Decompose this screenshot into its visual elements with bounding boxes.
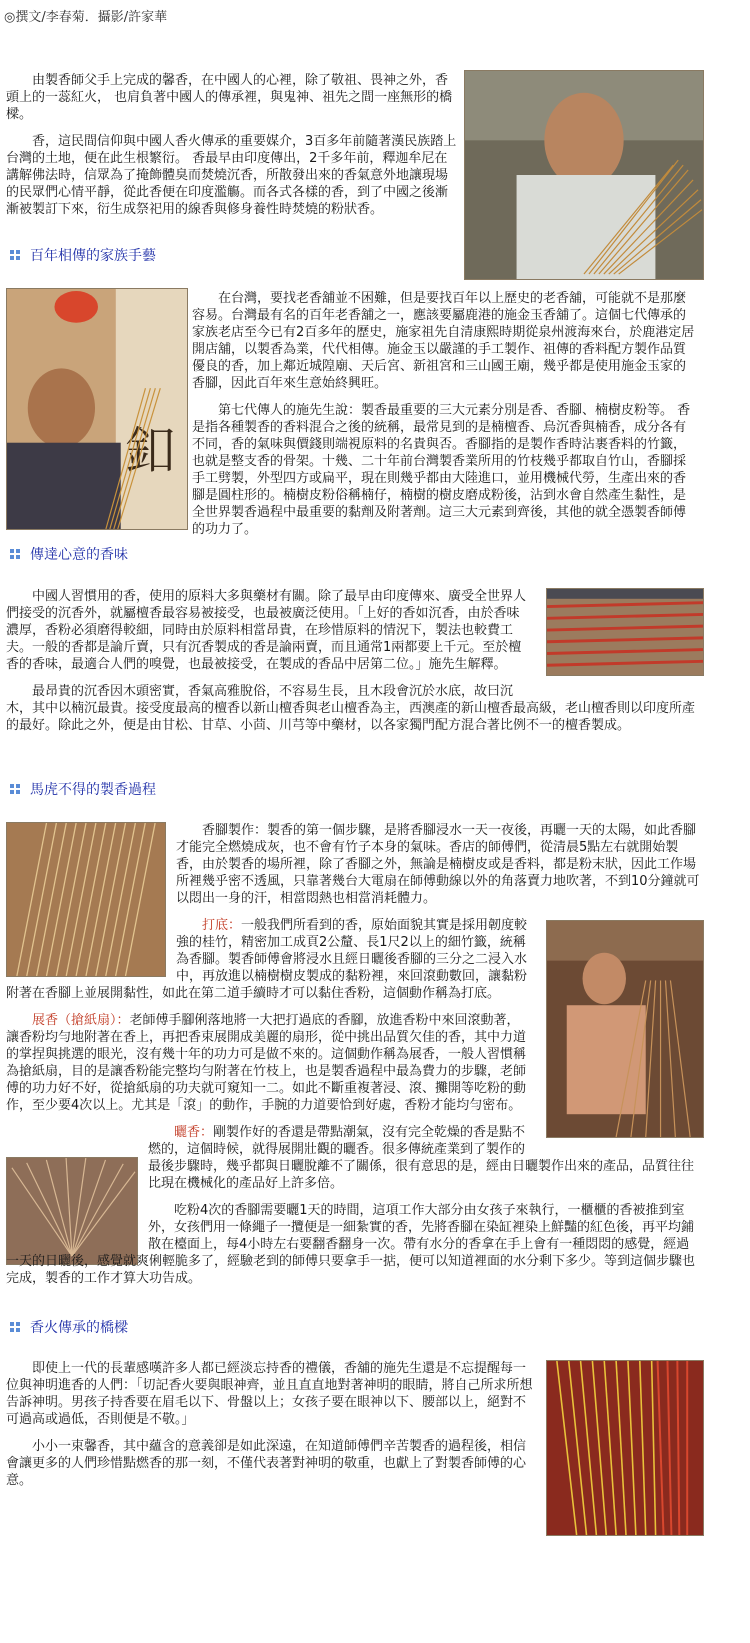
svg-text:釦: 釦 bbox=[125, 421, 176, 480]
process-paragraph-1: 香腳製作：製香的第一個步驟，是將香腳浸水一天一夜後，再曬一天的太陽，如此香腳才能完全燃燒成灰，也不會有竹子本身的氣味。香店的師傅們，從清晨5點左右就開始製香，由於製香的場所裡，除了香腳之外，無論是楠樹皮或是香料，都是粉末狀，因此工作場所裡幾乎密不透風，只靠著幾台大電扇在師傅動線以外的角落賣力地吹著，不到10分鐘就可以悶出一身的汗，相當悶熱也相當消耗體力。 bbox=[176, 823, 700, 906]
step-label-drying: 曬香： bbox=[174, 1125, 214, 1140]
four-dot-bullet-icon bbox=[10, 549, 22, 561]
family-paragraph-2: 第七代傳人的施先生說：製香最重要的三大元素分別是香、香腳、楠樹皮粉等。 香是指各種製香的香料混合之後的統稱，最常見到的是楠檀香、烏沉香與楠香，成分各有不同，香的氣味與價錢則端視原料的名貴與否。香腳指的是製作香時沾裹香料的竹籤，也就是整支香的骨架。十幾、二十年前台灣製香業所用的竹枝幾乎都取自竹山，香腳採手工劈製，外型四方或扁平，現在則幾乎都由大陸進口，並用機械代勞，生產出來的香腳是圓柱形的。楠樹皮粉俗稱楠仔，楠樹的樹皮磨成粉後，沾到水會自然產生黏性，是全世界製香過程中最重要的黏劑及附著劑。這三大元素到齊後，其他的就全憑製香師傅的功力了。 bbox=[192, 403, 691, 537]
process-paragraph-5: 吃粉4次的香腳需要曬1天的時間，這項工作大部分由女孩子來執行，一櫃櫃的香被推到室外，女孩們用一條繩子一攬便是一細紮實的香，先將香腳在染缸裡染上鮮豔的紅色後，再平均鋪散在檯面上，每4小時左右要翻香翻身一次。帶有水分的香拿在手上會有一種悶悶的感覺，經過一天的日曬後，感覺就爽俐輕脆多了，經驗老到的師傅只要拿手一掂，便可以知道裡面的水分剩下多少。等到這個步驟也完成，製香的工作才算大功告成。 bbox=[6, 1203, 696, 1286]
photo-seventh-generation-owner bbox=[6, 288, 188, 530]
heading-label: 馬虎不得的製香過程 bbox=[30, 782, 156, 798]
intro-text bbox=[6, 72, 458, 228]
heading-label: 香火傳承的橋樑 bbox=[30, 1320, 128, 1336]
article-credit: ◎撰文/李春菊．攝影/許家華 bbox=[4, 10, 168, 25]
family-paragraph-1: 在台灣，要找老香舖並不困難，但是要找百年以上歷史的老香舖，可能就不是那麼容易。台灣最有名的百年老香舖之一，應該要屬鹿港的施金玉香舖了。這個七代傳承的家族老店至今已有2百多年的歷史，施家祖先自清康熙時期從泉州渡海來台，於鹿港定居開店舖，以製香為業，代代相傳。施金玉以嚴謹的手工製作、祖傳的香料配方製作品質優良的香，加上鄰近城隍廟、天后宮、新祖宮和三山國王廟，幾乎都是使用施金玉家的香腳，因此百年來生意始終興旺。 bbox=[192, 291, 695, 391]
aroma-text bbox=[6, 588, 700, 744]
process-paragraph-4: 曬香：剛製作好的香還是帶點潮氣，沒有完全乾燥的香是點不燃的，這個時候，就得展開壯觀的曬香。很多傳統產業到了製作的最後步驟時，幾乎都與日曬脫離不了關係，很有意思的是，經由日曬製作出來的產品，品質往往比現在機械化的產品好上許多倍。 bbox=[148, 1125, 695, 1191]
intro-paragraph-2: 香，這民間信仰與中國人香火傳承的重要媒介，3百多年前隨著漢民族踏上台灣的土地，便在此生根繁衍。 香最早由印度傳出，2千多年前，釋迦牟尼在講解佛法時，信眾為了掩飾體臭而焚燒沉香，所散發出來的香氣意外地讓現場的民眾們心情平靜，從此香便在印度濫觴。而各式各樣的香，到了中國之後漸漸被製訂下來，衍生成祭祀用的線香與修身養性時焚燒的粉狀香。 bbox=[6, 134, 457, 217]
heading-aroma bbox=[10, 547, 128, 564]
heading-family-craft bbox=[10, 248, 156, 265]
heading-label: 傳達心意的香味 bbox=[30, 547, 128, 563]
photo-colored-incense-bundle bbox=[546, 1360, 704, 1536]
process-paragraph-3: 展香（搶紙扇）：老師傅手腳俐落地將一大把打過底的香腳，放進香粉中來回滾動著，讓香粉均勻地附著在香上，再把香束展開成美麗的扇形，從中挑出品質欠佳的香，其中力道的掌捏與挑選的眼光，沒有幾十年的功力可是做不來的。這個動作稱為展香，一般人習慣稱為搶紙扇，目的是讓香粉能完整均勻附著在竹枝上，也是製香過程中最為費力的步驟，老師傅的功力好不好，從搶紙扇的功夫就可窺知一二。如此不斷重複著浸、滾、攤開等吃粉的動作，至少要4次以上。尤其是「滾」的動作，手腕的力道要恰到好處，香粉才能均勻密布。 bbox=[6, 1013, 527, 1113]
aroma-paragraph-2: 最昂貴的沉香因木頭密實，香氣高雅脫俗，不容易生長，且木段會沉於水底，故曰沉木，其中以楠沉最貴。接受度最高的檀香以新山檀香與老山檀香為主，西澳產的新山檀香最高級，老山檀香則以印度所產的最好。除此之外，便是由甘松、甘草、小茴、川芎等中藥材，以各家獨門配方混合著比例不一的檀香製成。 bbox=[6, 684, 696, 733]
bridge-paragraph-1: 即使上一代的長輩感嘆許多人都已經淡忘持香的禮儀，香舖的施先生還是不忘提醒每一位與神明進香的人們：「切記香火要與眼神齊，並且直直地對著神明的眼睛，將自己所求所想告訴神明。男孩子持香要在眉毛以下、骨盤以上；女孩子要在眼神以下、腰部以上，絕對不可過高或過低，否則便是不敬。」 bbox=[6, 1361, 533, 1427]
heading-bridge bbox=[10, 1320, 128, 1337]
step-label-fanning: 展香（搶紙扇）： bbox=[32, 1013, 130, 1028]
four-dot-bullet-icon bbox=[10, 250, 22, 262]
aroma-paragraph-1: 中國人習慣用的香，使用的原料大多與藥材有關。除了最早由印度傳來、廣受全世界人們接受的沉香外，就屬檀香最容易被接受，也最被廣泛使用。「上好的香如沉香，由於香味濃厚，香粉必須磨得較細，同時由於原料相當昂貴，在珍惜原料的情況下，製法也較費工夫。一般的香都是論斤賣，只有沉香製成的香是論兩賣，而且通常1兩都要上千元。至於檀香的香味，最適合人們的嗅覺，也最被接受，在製成的香品中居第二位。」施先生解釋。 bbox=[6, 589, 527, 672]
photo-master-holding-incense bbox=[464, 70, 704, 280]
step-label-base-coating: 打底： bbox=[202, 918, 242, 933]
family-text bbox=[192, 290, 698, 548]
bridge-paragraph-2: 小小一束馨香，其中蘊含的意義卻是如此深遠，在知道師傅們辛苦製香的過程後，相信會讓更多的人們珍惜點燃香的那一刻，不僅代表著對神明的敬重，也獻上了對製香師傅的心意。 bbox=[6, 1439, 527, 1488]
four-dot-bullet-icon bbox=[10, 1322, 22, 1334]
process-paragraph-2: 打底：一般我們所看到的香，原始面貌其實是採用韌度較強的桂竹，精密加工成頁2公釐、長1尺2以上的細竹籤，統稱為香腳。製香師傅會將浸水且經日曬後香腳的三分之二浸入水中，再放進以楠樹樹皮製成的黏粉裡，來回滾動數回，讓黏粉附著在香腳上並展開黏性，如此在第二道手續時才可以黏住香粉，這個動作稱為打底。 bbox=[6, 918, 528, 1001]
bridge-text bbox=[6, 1360, 536, 1499]
intro-paragraph-1: 由製香師父手上完成的馨香，在中國人的心裡，除了敬祖、畏神之外，香頭上的一蕊紅火， 也肩負著中國人的傳承裡，與鬼神、祖先之間一座無形的橋樑。 bbox=[6, 73, 453, 122]
heading-label: 百年相傳的家族手藝 bbox=[30, 248, 156, 264]
four-dot-bullet-icon bbox=[10, 784, 22, 796]
heading-process bbox=[10, 782, 156, 799]
process-text bbox=[6, 822, 700, 1297]
